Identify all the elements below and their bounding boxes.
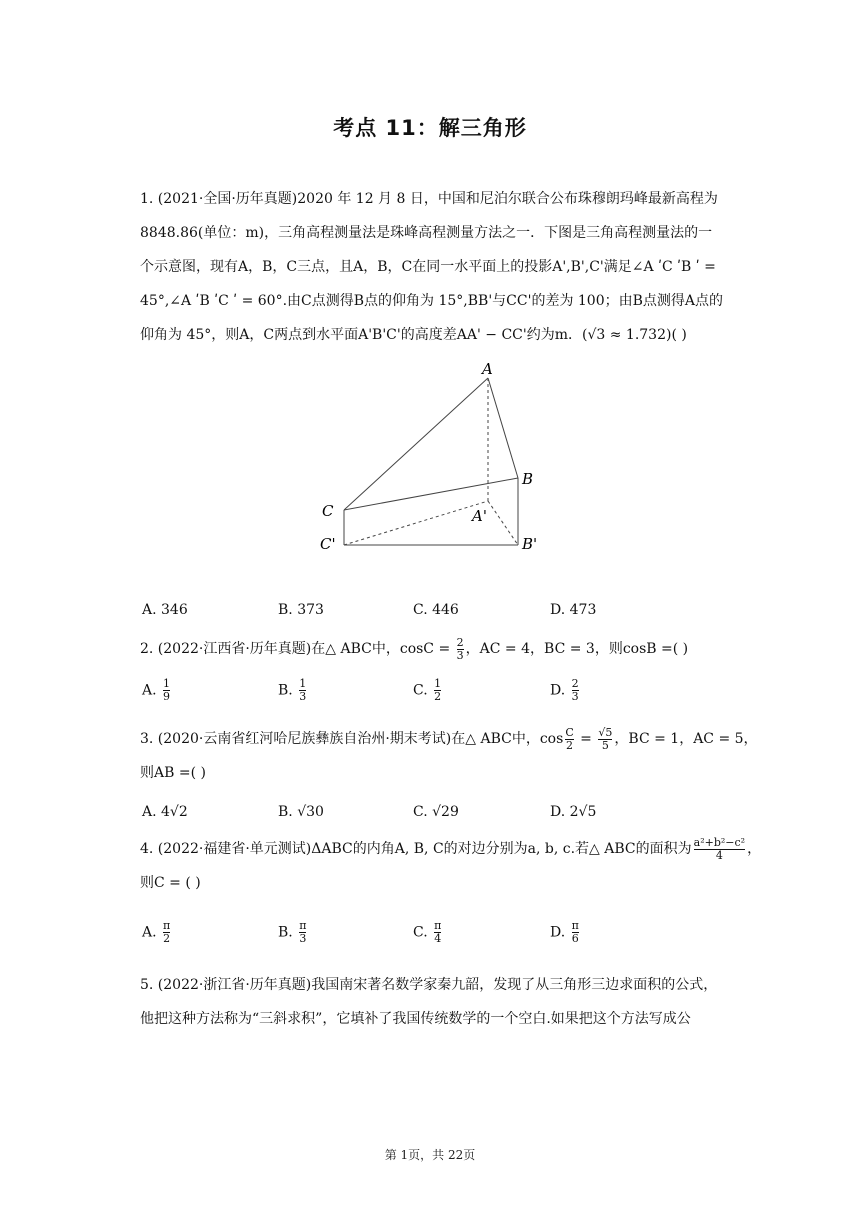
question-5 <box>140 968 744 1036</box>
option-d[interactable]: D. 473 <box>550 602 597 618</box>
question-4-stem <box>140 832 762 866</box>
page-footer: 第 1页，共 22页 <box>384 1148 476 1162</box>
cos-c-fraction <box>457 637 464 662</box>
label-b: B <box>522 470 534 488</box>
question-2-stem <box>140 632 744 666</box>
question-3-prefix: 3. (2020·云南省红河哈尼族彝族自治州·期末考试)在△ ABC中，cos <box>140 731 564 747</box>
question-5-line-2: 他把这种方法称为“三斜求积”，它填补了我国传统数学的一个空白.如果把这个方法写成公 <box>140 1011 691 1027</box>
edge-c1-a1-dashed <box>344 501 488 545</box>
question-1-line-3: 个示意图，现有A，B，C三点，且A，B，C在同一水平面上的投影A',B',C'满足∠A ʹC ʹB ʹ = <box>140 259 716 275</box>
option-letter: A. <box>142 682 157 699</box>
fraction-denominator: 4 <box>694 849 745 862</box>
option-fraction <box>434 920 441 945</box>
option-a[interactable]: A. 346 <box>142 602 188 618</box>
question-2-suffix: ，AC = 4，BC = 3，则cosB =( ) <box>465 641 689 657</box>
fraction-numerator: a²+b²−c² <box>693 835 746 849</box>
fraction-denominator: 3 <box>299 690 307 703</box>
option-a[interactable] <box>142 678 172 703</box>
half-angle-fraction <box>565 727 573 752</box>
fraction-denominator: 2 <box>163 932 171 945</box>
option-b[interactable]: B. 373 <box>278 602 324 618</box>
fraction-denominator: 4 <box>434 932 442 945</box>
option-fraction <box>572 920 579 945</box>
label-b-prime: B' <box>522 535 538 553</box>
question-4 <box>140 832 762 900</box>
option-letter: A. <box>142 924 157 941</box>
fraction-numerator: 1 <box>299 677 307 690</box>
option-c[interactable] <box>413 920 443 945</box>
option-fraction <box>434 678 441 703</box>
fraction-numerator: √5 <box>598 725 613 739</box>
question-1-line-2: 8848.86(单位：m)，三角高程测量法是珠峰高程测量方法之一．下图是三角高程测量法的一 <box>140 225 713 241</box>
fraction-numerator: 2 <box>456 635 464 649</box>
fraction-denominator: 5 <box>598 739 612 752</box>
option-letter: C. <box>413 682 428 699</box>
triangulation-figure <box>312 356 552 562</box>
edge-a-c <box>344 378 488 510</box>
label-a-prime: A' <box>472 507 487 525</box>
edge-a-b <box>488 378 518 478</box>
option-b[interactable] <box>278 920 308 945</box>
area-fraction <box>694 837 745 862</box>
option-c[interactable] <box>413 678 443 703</box>
option-letter: C. <box>413 924 428 941</box>
fraction-numerator: π <box>571 919 579 932</box>
question-3-suffix: ，BC = 1，AC = 5， <box>614 731 758 747</box>
fraction-numerator: C <box>565 725 574 739</box>
fraction-denominator: 2 <box>434 690 442 703</box>
fraction-denominator: 6 <box>571 932 579 945</box>
question-3-stem <box>140 722 758 756</box>
fraction-denominator: 9 <box>163 690 171 703</box>
question-1-line-4: 45°,∠A ʹB ʹC ʹ = 60°.由C点测得B点的仰角为 15°,BB'与CC'的差为 100；由B点测得A点的 <box>140 293 724 309</box>
option-b[interactable] <box>278 678 308 703</box>
fraction-denominator: 3 <box>571 690 579 703</box>
label-c: C <box>322 502 334 520</box>
question-3-line-2: 则AB =( ) <box>140 765 206 781</box>
option-c[interactable]: C. √29 <box>413 804 459 820</box>
option-fraction <box>163 920 170 945</box>
option-fraction <box>163 678 170 703</box>
option-a[interactable] <box>142 920 172 945</box>
fraction-numerator: 2 <box>571 677 579 690</box>
fraction-denominator: 2 <box>566 738 574 752</box>
question-2-prefix: 2. (2022·江西省·历年真题)在△ ABC中，cosC = <box>140 641 455 657</box>
option-letter: D. <box>550 924 566 941</box>
option-letter: B. <box>278 924 293 941</box>
equals-sign: = <box>575 731 597 747</box>
option-b[interactable]: B. √30 <box>278 804 324 820</box>
question-2 <box>140 632 744 666</box>
option-c[interactable]: C. 446 <box>413 602 459 618</box>
question-3 <box>140 722 758 790</box>
root5-fraction <box>598 727 612 752</box>
fraction-numerator: π <box>434 919 442 932</box>
question-1-line-1: 1. (2021·全国·历年真题)2020 年 12 月 8 日，中国和尼泊尔联合公布珠穆朗玛峰最新高程为 <box>140 191 718 207</box>
edge-a1-b1-dashed <box>488 501 518 545</box>
option-d[interactable] <box>550 920 581 945</box>
option-a[interactable]: A. 4√2 <box>142 804 188 820</box>
label-c-prime: C' <box>320 535 336 553</box>
question-1-line-5: 仰角为 45°，则A，C两点到水平面A'B'C'的高度差AA' − CC'约为m．(√3 ≈ 1.732)( ) <box>140 327 687 343</box>
fraction-numerator: π <box>163 919 171 932</box>
question-4-prefix: 4. (2022·福建省·单元测试)ΔABC的内角A, B, C的对边分别为a, b, c.若△ ABC的面积为 <box>140 841 692 857</box>
fraction-denominator: 3 <box>299 932 307 945</box>
option-letter: B. <box>278 682 293 699</box>
option-d[interactable] <box>550 678 581 703</box>
option-fraction <box>572 678 579 703</box>
question-4-suffix: ， <box>747 841 762 857</box>
question-5-line-1: 5. (2022·浙江省·历年真题)我国南宋著名数学家秦九韶，发现了从三角形三边求面积的公式， <box>140 977 718 993</box>
option-fraction <box>299 678 306 703</box>
option-d[interactable]: D. 2√5 <box>550 804 597 820</box>
option-letter: D. <box>550 682 566 699</box>
question-1 <box>140 182 744 352</box>
label-a: A <box>482 360 493 378</box>
edge-c-b <box>344 478 518 510</box>
fraction-numerator: 1 <box>434 677 442 690</box>
fraction-denominator: 3 <box>456 648 464 662</box>
page-title: 考点 11：解三角形 <box>333 116 527 140</box>
question-4-line-2: 则C = ( ) <box>140 875 201 891</box>
fraction-numerator: 1 <box>163 677 171 690</box>
option-fraction <box>299 920 306 945</box>
fraction-numerator: π <box>299 919 307 932</box>
